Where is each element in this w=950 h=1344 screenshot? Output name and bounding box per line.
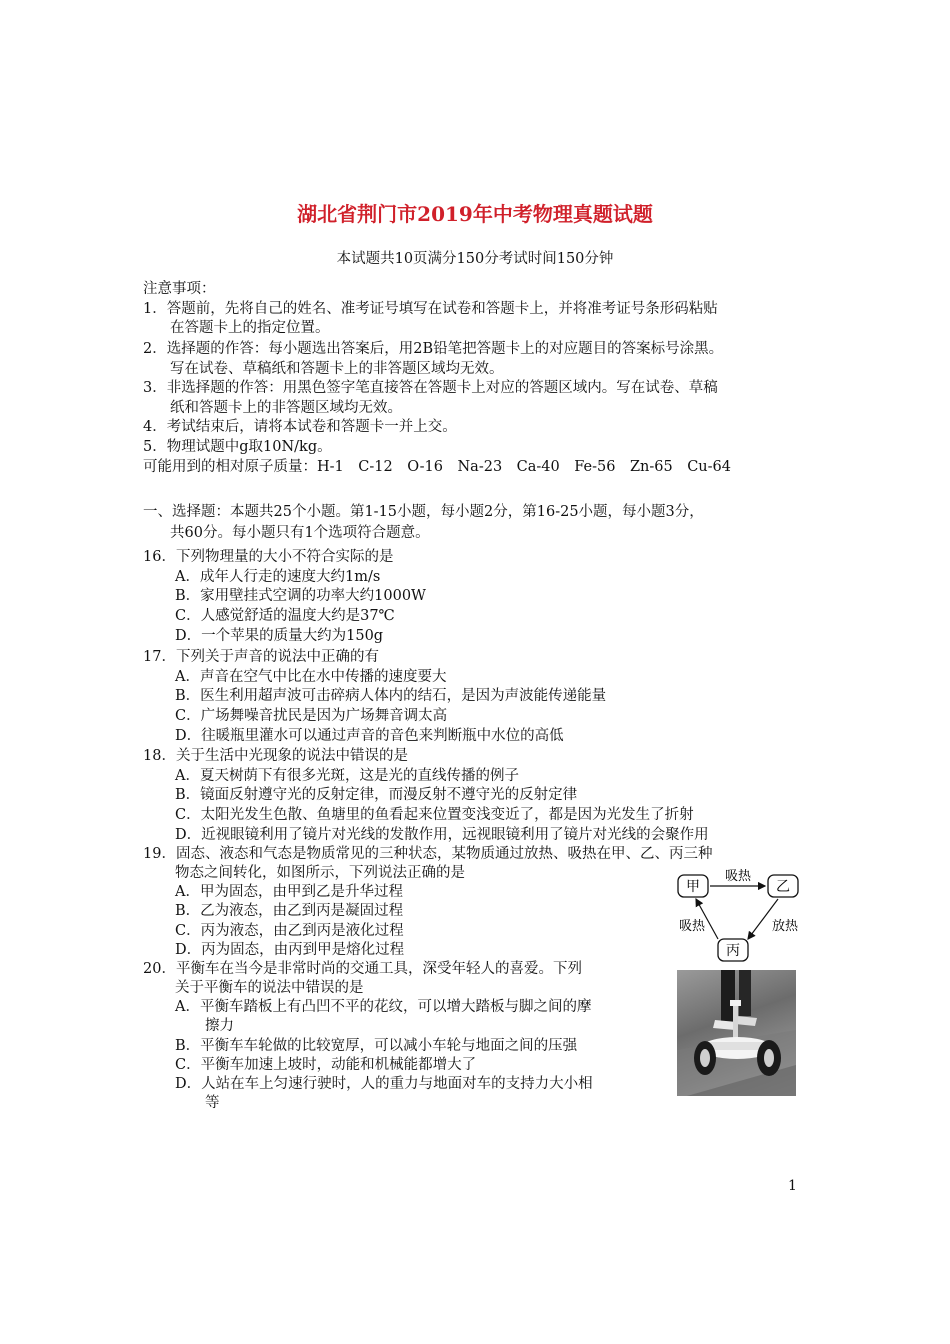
q18-option-c: C．太阳光发生色散、鱼塘里的鱼看起来位置变浅变近了，都是因为光发生了折射 (175, 807, 694, 823)
q18-option-d: D．近视眼镜利用了镜片对光线的发散作用，远视眼镜利用了镜片对光线的会聚作用 (175, 827, 709, 843)
q20-option-d: D．人站在车上匀速行驶时，人的重力与地面对车的支持力大小相 (175, 1076, 593, 1092)
notice-item-1-cont: 在答题卡上的指定位置。 (170, 320, 330, 336)
label-absorb-heat-left: 吸热 (678, 919, 706, 934)
q19-stem-line2: 物态之间转化，如图所示，下列说法正确的是 (175, 865, 465, 881)
q17-option-d: D．往暖瓶里灌水可以通过声音的音色来判断瓶中水位的高低 (175, 728, 564, 744)
page-number: 1 (788, 1178, 797, 1194)
notice-item-1: 1．答题前，先将自己的姓名、准考证号填写在试卷和答题卡上，并将准考证号条形码粘贴 (143, 301, 718, 317)
q17-option-a: A．声音在空气中比在水中传播的速度要大 (175, 669, 447, 685)
q18-option-b: B．镜面反射遵守光的反射定律，而漫反射不遵守光的反射定律 (175, 787, 578, 803)
section-heading-line2: 共60分。每小题只有1个选项符合题意。 (170, 525, 430, 541)
q20-option-a: A．平衡车踏板上有凸凹不平的花纹，可以增大踏板与脚之间的摩 (175, 999, 592, 1015)
balance-scooter-photo (677, 970, 796, 1096)
q18-stem: 18．关于生活中光现象的说法中错误的是 (143, 748, 408, 764)
notice-item-4: 4．考试结束后，请将本试卷和答题卡一并上交。 (143, 419, 457, 435)
q20-option-c: C．平衡车加速上坡时，动能和机械能都增大了 (175, 1057, 477, 1073)
q19-option-d: D．丙为固态，由丙到甲是熔化过程 (175, 942, 405, 958)
state-label-bing: 丙 (726, 943, 740, 959)
q19-option-c: C．丙为液态，由乙到丙是液化过程 (175, 923, 404, 939)
notice-heading: 注意事项： (143, 281, 216, 297)
q18-option-a: A．夏天树荫下有很多光斑，这是光的直线传播的例子 (175, 768, 519, 784)
q20-stem-line1: 20．平衡车在当今是非常时尚的交通工具，深受年轻人的喜爱。下列 (143, 961, 582, 977)
q17-option-b: B．医生利用超声波可击碎病人体内的结石，是因为声波能传递能量 (175, 688, 607, 704)
q16-option-d: D．一个苹果的质量大约为150g (175, 628, 384, 644)
state-label-yi: 乙 (776, 879, 790, 895)
q16-option-c: C．人感觉舒适的温度大约是37℃ (175, 608, 395, 624)
q20-option-a-cont: 擦力 (205, 1018, 234, 1034)
notice-item-2: 2．选择题的作答：每小题选出答案后，用2B铅笔把答题卡上的对应题目的答案标号涂黑。 (143, 341, 724, 357)
label-absorb-heat-top: 吸热 (724, 869, 752, 884)
notice-item-2-cont: 写在试卷、草稿纸和答题卡上的非答题区域均无效。 (170, 361, 504, 377)
q16-stem: 16．下列物理量的大小不符合实际的是 (143, 549, 394, 565)
page-subtitle: 本试题共10页满分150分考试时间150分钟 (336, 251, 614, 267)
q16-option-a: A．成年人行走的速度大约1m/s (175, 569, 381, 585)
page-title: 湖北省荆门市2019年中考物理真题试题 (297, 202, 653, 226)
q16-option-b: B．家用壁挂式空调的功率大约1000W (175, 588, 426, 604)
q17-option-c: C．广场舞噪音扰民是因为广场舞音调太高 (175, 708, 448, 724)
q19-option-b: B．乙为液态，由乙到丙是凝固过程 (175, 903, 404, 919)
notice-item-3-cont: 纸和答题卡上的非答题区域均无效。 (170, 400, 402, 416)
q17-stem: 17．下列关于声音的说法中正确的有 (143, 649, 379, 665)
q19-stem-line1: 19．固态、液态和气态是物质常见的三种状态，某物质通过放热、吸热在甲、乙、丙三种 (143, 846, 713, 862)
q20-option-d-cont: 等 (205, 1095, 220, 1111)
section-heading-line1: 一、选择题：本题共25个小题。第1-15小题，每小题2分，第16-25小题，每小题3分， (143, 504, 704, 520)
q20-option-b: B．平衡车车轮做的比较宽厚，可以减小车轮与地面之间的压强 (175, 1038, 578, 1054)
q20-stem-line2: 关于平衡车的说法中错误的是 (175, 980, 364, 996)
notice-item-3: 3．非选择题的作答：用黑色签字笔直接答在答题卡上对应的答题区域内。写在试卷、草稿 (143, 380, 718, 396)
state-change-diagram (670, 862, 820, 972)
state-label-jia: 甲 (686, 879, 700, 895)
q19-option-a: A．甲为固态，由甲到乙是升华过程 (175, 884, 403, 900)
label-release-heat: 放热 (771, 919, 799, 934)
atomic-mass-line: 可能用到的相对原子质量：H-1 C-12 O-16 Na-23 Ca-40 Fe-56 Zn-65 Cu-64 (143, 459, 731, 475)
notice-item-5: 5．物理试题中g取10N/kg。 (143, 439, 332, 455)
